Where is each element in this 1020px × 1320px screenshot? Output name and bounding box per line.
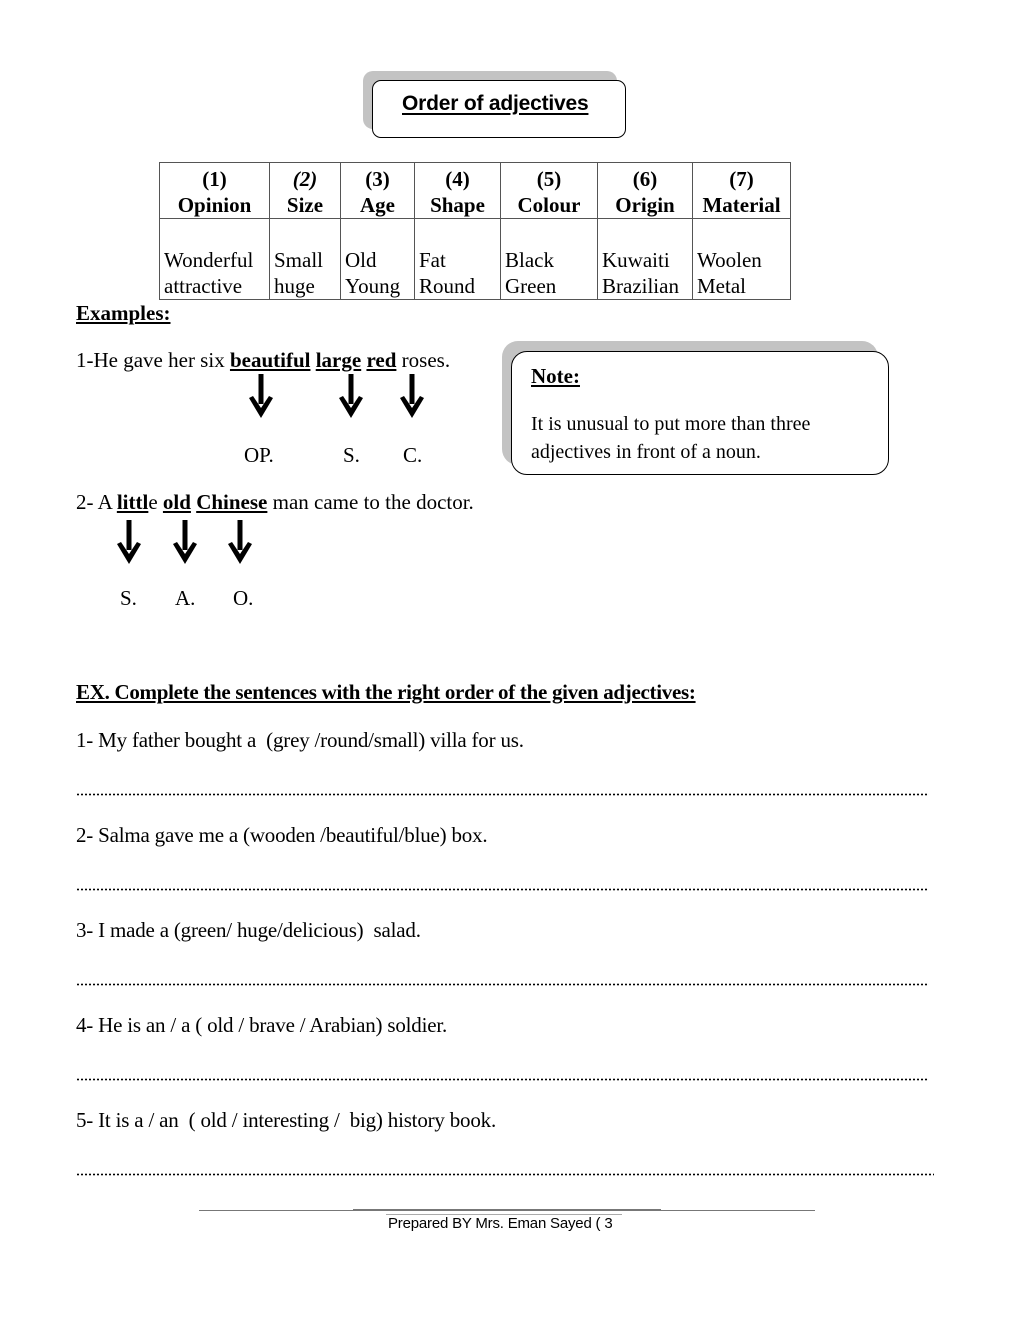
cell-age: Old Young [341, 219, 415, 300]
examples-heading: Examples: [76, 301, 171, 325]
answer-line-1[interactable] [76, 793, 928, 796]
cell-colour: Black Green [501, 219, 598, 300]
exercise-heading: EX. Complete the sentences with the right order of the given adjectives: [76, 680, 696, 704]
cell-shape: Fat Round [415, 219, 501, 300]
down-arrow-icon [248, 374, 274, 420]
adjective-size: large [315, 348, 362, 372]
example-sentence-2: 2- A little old Chinese man came to the doctor. [76, 490, 474, 514]
answer-line-4[interactable] [76, 1078, 928, 1081]
adjective-age: old [162, 490, 191, 514]
cell-size: Small huge [270, 219, 341, 300]
exercise-question-2: 2- Salma gave me a (wooden /beautiful/blue) box. [76, 823, 488, 847]
label-age: A. [175, 586, 196, 610]
exercise-question-5: 5- It is a / an ( old / interesting / big) history book. [76, 1108, 497, 1132]
example-sentence-1: 1-He gave her six beautiful large red roses. [76, 348, 451, 372]
exercise-question-4: 4- He is an / a ( old / brave / Arabian) soldier. [76, 1013, 448, 1037]
label-origin: O. [233, 586, 254, 610]
cell-opinion: Wonderful attractive [160, 219, 270, 300]
header-shape: (4) Shape [415, 163, 501, 219]
header-colour: (5) Colour [501, 163, 598, 219]
page-title: Order of adjectives [402, 92, 589, 115]
label-opinion: OP. [244, 443, 274, 467]
adjective-colour: red [366, 348, 397, 372]
adjective-origin: Chinese [196, 490, 268, 514]
label-size: S. [343, 443, 360, 467]
down-arrow-icon [338, 374, 364, 420]
down-arrow-icon [227, 518, 253, 568]
answer-line-2[interactable] [76, 888, 928, 891]
header-origin: (6) Origin [598, 163, 693, 219]
header-age: (3) Age [341, 163, 415, 219]
answer-line-5[interactable] [76, 1173, 934, 1176]
table-header-row [160, 163, 791, 219]
down-arrow-icon [116, 518, 142, 568]
answer-line-3[interactable] [76, 983, 928, 986]
adjective-size: littl [116, 490, 149, 514]
note-title: Note: [531, 364, 580, 388]
adjective-opinion: beautiful [229, 348, 311, 372]
footer-divider-accent [353, 1209, 661, 1211]
down-arrow-icon [172, 518, 198, 568]
exercise-question-3: 3- I made a (green/ huge/delicious) salad. [76, 918, 421, 942]
label-size: S. [120, 586, 137, 610]
header-material: (7) Material [693, 163, 791, 219]
table-row [160, 219, 791, 300]
footer-credit: Prepared BY Mrs. Eman Sayed ( 3 [388, 1215, 613, 1232]
label-colour: C. [403, 443, 423, 467]
header-size: (2) Size [270, 163, 341, 219]
header-opinion: (1) Opinion [160, 163, 270, 219]
adjective-order-table [159, 162, 791, 300]
down-arrow-icon [399, 374, 425, 420]
note-text: It is unusual to put more than three adjectives in front of a noun. [531, 413, 811, 463]
cell-origin: Kuwaiti Brazilian [598, 219, 693, 300]
exercise-question-1: 1- My father bought a (grey /round/small) villa for us. [76, 728, 524, 752]
cell-material: Woolen Metal [693, 219, 791, 300]
